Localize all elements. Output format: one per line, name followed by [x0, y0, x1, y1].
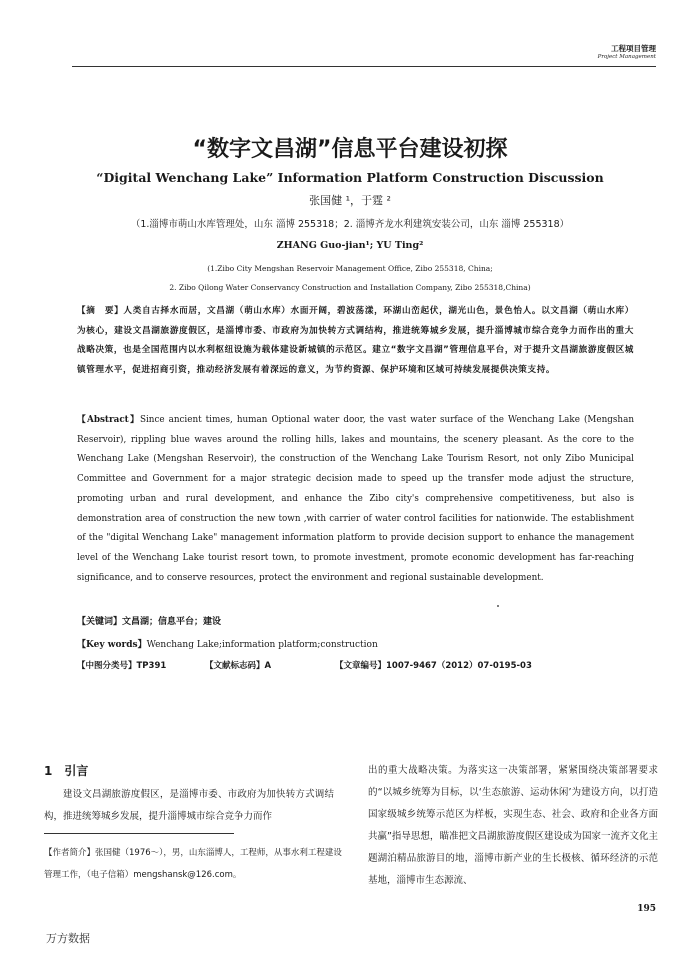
- page-number: 195: [637, 904, 656, 914]
- article-number: 【文章编号】1007-9467（2012）07-0195-03: [335, 661, 532, 671]
- paper-title-cn: “数字文昌湖”信息平台建设初探: [192, 137, 508, 162]
- keywords-en: [77, 637, 378, 650]
- author-footnote: 【作者简介】张国健（1976～），男，山东淄博人，工程师，从事水利工程建设管理工作，（电子信箱）mengshansk@126.com。: [44, 848, 342, 880]
- watermark: 万方数据: [46, 932, 90, 945]
- keywords-cn: [77, 614, 221, 627]
- body-paragraph-left: 建设文昌湖旅游度假区，是淄博市委、市政府为加快转方式调结构，推进统筹城乡发展，提升淄博城市综合竞争力而作: [44, 789, 334, 822]
- header-rule: [72, 66, 656, 67]
- keywords-en-label: 【Key words】: [77, 640, 147, 650]
- affiliation-en-2: 2. Zibo Qilong Water Conservancy Construction and Installation Company, Zibo 255318,China): [169, 283, 531, 292]
- affiliation-en-1: (1.Zibo City Mengshan Reservoir Management Office, Zibo 255318, China;: [207, 264, 493, 273]
- running-header: [598, 44, 656, 61]
- abstract-cn-label: 【摘 要】: [77, 306, 124, 316]
- abstract-cn: [77, 302, 634, 381]
- paper-title-en: “Digital Wenchang Lake” Information Platform Construction Discussion: [96, 170, 604, 185]
- abstract-cn-text: 人类自古择水而居，文昌湖（萌山水库）水面开阔，碧波荡漾，环湖山峦起伏，湖光山色，景色怡人。以文昌湖（萌山水库）为核心，建设文昌湖旅游度假区，是淄博市委、市政府为加快转方式调结构，推进统筹城乡发展，提升淄博城市综合竞争力而作出的重大战略决策，也是全国范围内以水利枢纽设施为载体建设新城镇的示范区。建立“数字文昌湖”管理信息平台，对于提升文昌湖旅游度假区城镇管理水平，促进招商引资，推动经济发展有着深远的意义，为节约资源、保护环境和区域可持续发展提供决策支持。: [77, 306, 634, 376]
- document-code: 【文献标志码】A: [205, 661, 272, 671]
- affiliation-cn: （1.淄博市萌山水库管理处，山东 淄博 255318；2. 淄博齐龙水利建筑安装公司，山东 淄博 255318）: [130, 219, 570, 230]
- abstract-en-text: Since ancient times, human Optional water door, the vast water surface of the Wenchang Lake (Mengshan Reservoir), rippling blue waves around the rolling hills, lakes and mountains, the scenery pleasant. As the core to the Wenchang Lake (Mengshan Reservoir), the construction of the Wenchang Lake Tourism Resort, not only Zibo Municipal Committee and Government for a major strategic decision made to speed up the transfer mode adjust the structure, promoting urban and rural development, and enhance the Zibo city's comprehensive competitiveness, but also is demonstration area of construction the new town ,with carrier of water control facilities for nationwide. The establishment of the "digital Wenchang Lake" management information platform to provide decision support to enhance the management level of the Wenchang Lake tourist resort town, to promote investment, promote economic development has far-reaching significance, and to conserve resources, protect the environment and regional sustainable development.: [77, 415, 634, 583]
- authors-cn: 张国健 ¹，于霆 ²: [309, 194, 391, 207]
- journal-name-cn: 工程项目管理: [611, 44, 656, 53]
- keywords-en-text: Wenchang Lake;information platform;construction: [146, 640, 378, 650]
- class-number: 【中图分类号】TP391: [77, 661, 167, 671]
- abstract-en-label: 【Abstract】: [77, 415, 140, 425]
- body-left-column: [44, 760, 334, 828]
- abstract-en: [77, 411, 634, 588]
- footnote-rule: [44, 833, 234, 834]
- body-paragraph-right: 出的重大战略决策。为落实这一决策部署，紧紧围绕决策部署要求的“以城乡统筹为目标，以‘生态旅游、运动休闲’为建设方向，以打造国家级城乡统筹示范区为样板，实现生态、社会、政府和企业各方面共赢”指导思想，瞄准把文昌湖旅游度假区建设成为国家一流齐文化主题湖泊精品旅游目的地，淄博市新产业的生长极核、循环经济的示范基地，淄博市生态源流、: [368, 765, 658, 886]
- journal-name-en: Project Management: [597, 54, 656, 60]
- scan-speck: [497, 605, 499, 607]
- keywords-cn-text: 文昌湖；信息平台；建设: [122, 617, 222, 627]
- section-heading: 1 引言: [44, 764, 89, 778]
- keywords-cn-label: 【关键词】: [77, 617, 123, 627]
- authors-en: ZHANG Guo-jian¹; YU Ting²: [276, 240, 424, 251]
